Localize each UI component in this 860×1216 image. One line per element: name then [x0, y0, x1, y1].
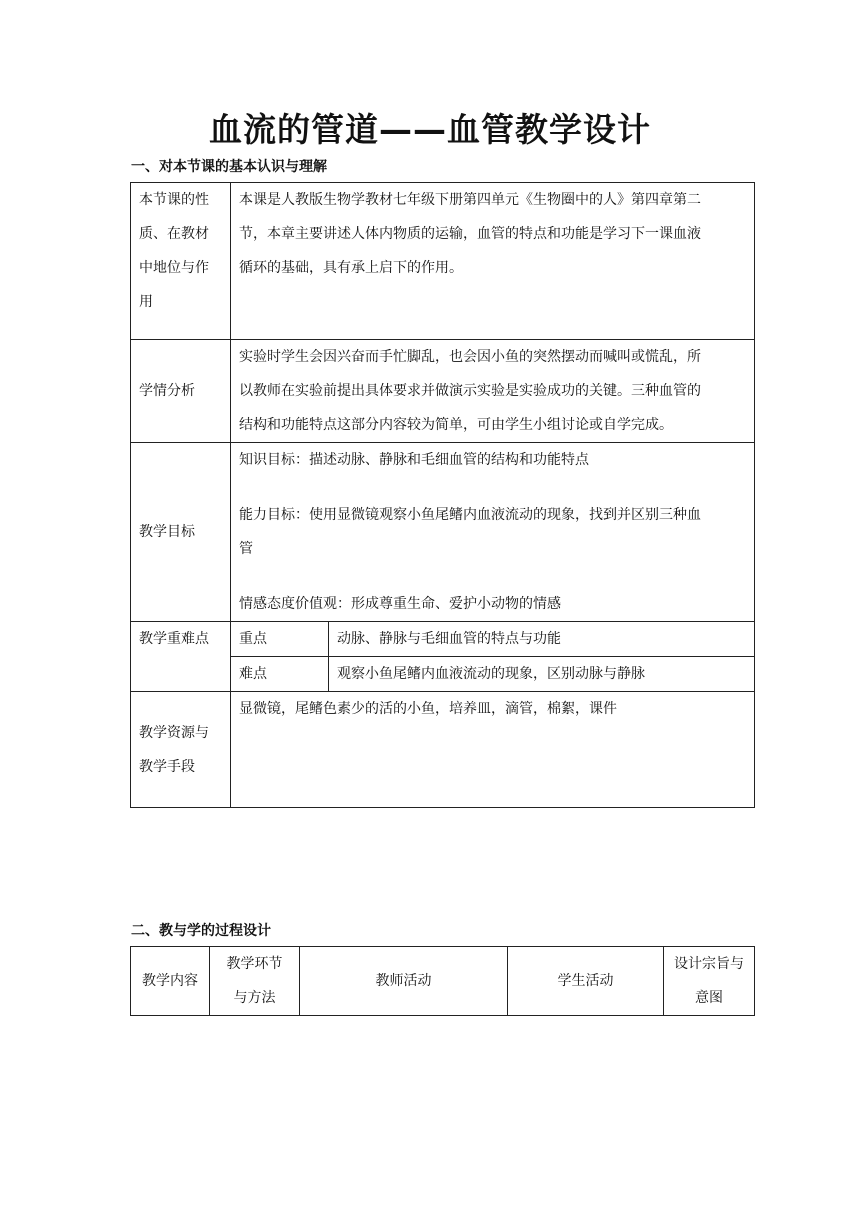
- learners-content: 实验时学生会因兴奋而手忙脚乱，也会因小鱼的突然摆动而喊叫或慌乱，所 以教师在实验前提出具体要求并做演示实验是实验成功的关键。三种血管的 结构和功能特点这部分内容较为简单，可由学生小组讨论或自学完成。: [231, 340, 755, 443]
- header-student: 学生活动: [508, 947, 664, 1016]
- row-position: [131, 183, 755, 340]
- document-title: 血流的管道——血管教学设计: [209, 110, 651, 149]
- goals-content: 知识目标：描述动脉、静脉和毛细血管的结构和功能特点 能力目标：使用显微镜观察小鱼尾鳍内血液流动的现象，找到并区别三种血 管 情感态度价值观：形成尊重生命、爱护小动物的情感: [231, 443, 755, 622]
- row-goals: [131, 443, 755, 622]
- difficulty-label: 难点: [231, 657, 329, 692]
- row-resources: [131, 692, 755, 808]
- learners-label: 学情分析: [131, 340, 231, 443]
- resources-content: 显微镜，尾鳍色素少的活的小鱼，培养皿，滴管，棉絮，课件: [231, 692, 755, 808]
- basic-understanding-table: [130, 182, 755, 808]
- resources-label: 教学资源与 教学手段: [131, 692, 231, 808]
- difficulty-content: 观察小鱼尾鳍内血液流动的现象，区别动脉与静脉: [329, 657, 755, 692]
- key-points-label: 教学重难点: [131, 622, 231, 692]
- goal-ability: 能力目标：使用显微镜观察小鱼尾鳍内血液流动的现象，找到并区别三种血: [239, 507, 701, 523]
- header-stage: 教学环节 与方法: [210, 947, 300, 1016]
- goals-label: 教学目标: [131, 443, 231, 622]
- header-teacher: 教师活动: [300, 947, 508, 1016]
- section-2-heading: 二、教与学的过程设计: [131, 923, 271, 939]
- position-content: 本课是人教版生物学教材七年级下册第四单元《生物圈中的人》第四章第二 节，本章主要讲述人体内物质的运输，血管的特点和功能是学习下一课血液 循环的基础，具有承上启下的作用。: [231, 183, 755, 340]
- focus-content: 动脉、静脉与毛细血管的特点与功能: [329, 622, 755, 657]
- header-purpose: 设计宗旨与 意图: [664, 947, 755, 1016]
- process-design-table: [130, 946, 755, 1016]
- goal-emotion: 情感态度价值观：形成尊重生命、爱护小动物的情感: [239, 596, 561, 612]
- header-content: 教学内容: [131, 947, 210, 1016]
- row-learners: [131, 340, 755, 443]
- goal-knowledge: 知识目标：描述动脉、静脉和毛细血管的结构和功能特点: [239, 452, 589, 468]
- row-focus: [131, 622, 755, 657]
- position-label: 本节课的性 质、在教材 中地位与作 用: [131, 183, 231, 340]
- section-1-heading: 一、对本节课的基本认识与理解: [131, 159, 327, 175]
- focus-label: 重点: [231, 622, 329, 657]
- process-header-row: [131, 947, 755, 1016]
